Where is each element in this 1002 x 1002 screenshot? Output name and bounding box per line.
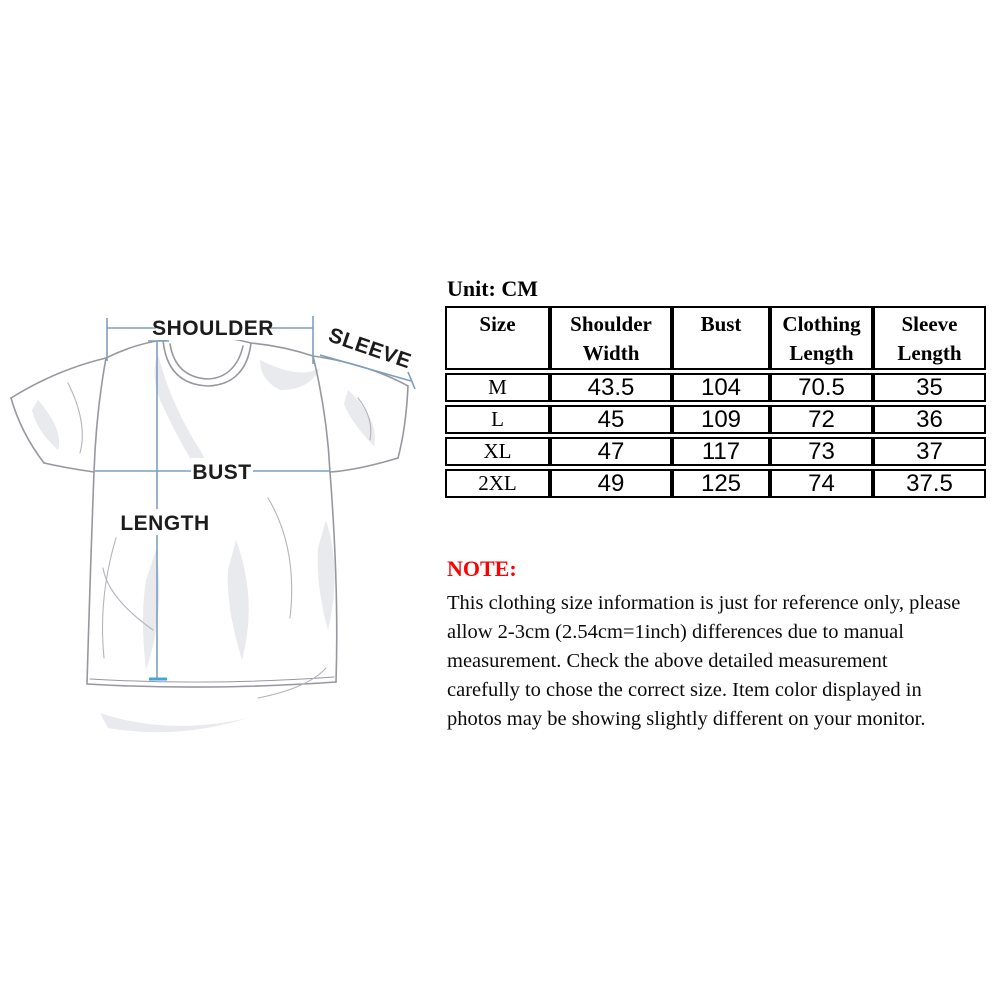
- note-heading: NOTE:: [447, 556, 517, 581]
- bust-value: 104: [672, 373, 770, 402]
- bust-label: BUST: [192, 461, 252, 484]
- sleeve-length-value: 35: [873, 373, 986, 402]
- bust-value: 117: [672, 437, 770, 466]
- note-line: photos may be showing slightly different on your monitor.: [447, 708, 926, 730]
- bust-value: 125: [672, 469, 770, 498]
- note-line: measurement. Check the above detailed measurement: [447, 650, 888, 672]
- sleeve-length-value: 36: [873, 405, 986, 434]
- clothing-length-value: 74: [770, 469, 873, 498]
- shoulder-width-value: 49: [550, 469, 672, 498]
- note-line: carefully to chose the correct size. Item color displayed in: [447, 679, 922, 701]
- clothing-length-value: 72: [770, 405, 873, 434]
- table-row-m: [445, 373, 986, 402]
- unit-label: Unit: CM: [447, 276, 539, 301]
- header-row: [445, 306, 986, 370]
- bust-value: 109: [672, 405, 770, 434]
- sleeve-length-value: 37.5: [873, 469, 986, 498]
- tshirt-measurement-diagram: [8, 288, 440, 740]
- sleeve-length-value: 37: [873, 437, 986, 466]
- size-value: 2XL: [445, 469, 550, 498]
- size-value: L: [445, 405, 550, 434]
- col-header-shoulder-width: Shoulder Width: [550, 306, 672, 370]
- note-line: allow 2-3cm (2.54cm=1inch) differences due to manual: [447, 621, 904, 643]
- length-label: LENGTH: [120, 512, 210, 535]
- note-section: [447, 556, 999, 734]
- col-header-size: Size: [445, 306, 550, 370]
- shoulder-width-value: 45: [550, 405, 672, 434]
- col-header-sleeve-length: Sleeve Length: [873, 306, 986, 370]
- shoulder-width-value: 43.5: [550, 373, 672, 402]
- size-value: XL: [445, 437, 550, 466]
- sleeve-label: SLEEVE: [325, 323, 415, 374]
- measurement-lines: [95, 316, 415, 679]
- col-header-clothing-length: Clothing Length: [770, 306, 873, 370]
- shoulder-label: SHOULDER: [152, 317, 274, 340]
- table-row-l: [445, 405, 986, 434]
- clothing-length-value: 73: [770, 437, 873, 466]
- clothing-length-value: 70.5: [770, 373, 873, 402]
- shoulder-width-value: 47: [550, 437, 672, 466]
- table-row-xl: [445, 437, 986, 466]
- table-row-2xl: [445, 469, 986, 498]
- col-header-bust: Bust: [672, 306, 770, 370]
- size-chart-table: [445, 303, 986, 501]
- size-value: M: [445, 373, 550, 402]
- note-line: This clothing size information is just for reference only, please: [447, 592, 961, 614]
